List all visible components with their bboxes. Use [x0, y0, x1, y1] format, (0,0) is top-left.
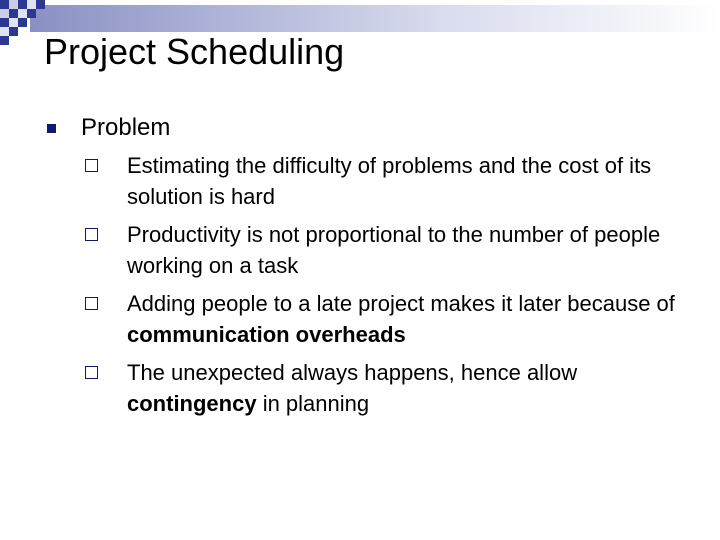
hollow-square-bullet-icon — [85, 228, 98, 241]
hollow-square-bullet-icon — [85, 366, 98, 379]
sub-bullet-text — [127, 357, 687, 419]
sub-bullet-text — [127, 219, 687, 281]
text-run: The unexpected always happens, hence allow — [127, 360, 578, 385]
sub-bullet-text — [127, 288, 687, 350]
bold-text-run: contingency — [127, 391, 257, 416]
header-gradient-bar — [30, 5, 720, 32]
square-bullet-icon — [47, 124, 56, 133]
hollow-square-bullet-icon — [85, 297, 98, 310]
text-run: Adding people to a late project makes it later because of — [127, 291, 675, 316]
text-run: in planning — [256, 391, 370, 416]
hollow-square-bullet-icon — [85, 159, 98, 172]
bold-text-run: communication overheads — [127, 322, 406, 347]
text-run: Productivity is not proportional to the number of people working on a task — [127, 222, 661, 278]
bullet-problem: Problem — [81, 114, 171, 141]
sub-bullet-text — [127, 150, 687, 212]
text-run: Estimating the difficulty of problems and the cost of its solution is hard — [127, 153, 652, 209]
slide-title: Project Scheduling — [44, 31, 345, 72]
